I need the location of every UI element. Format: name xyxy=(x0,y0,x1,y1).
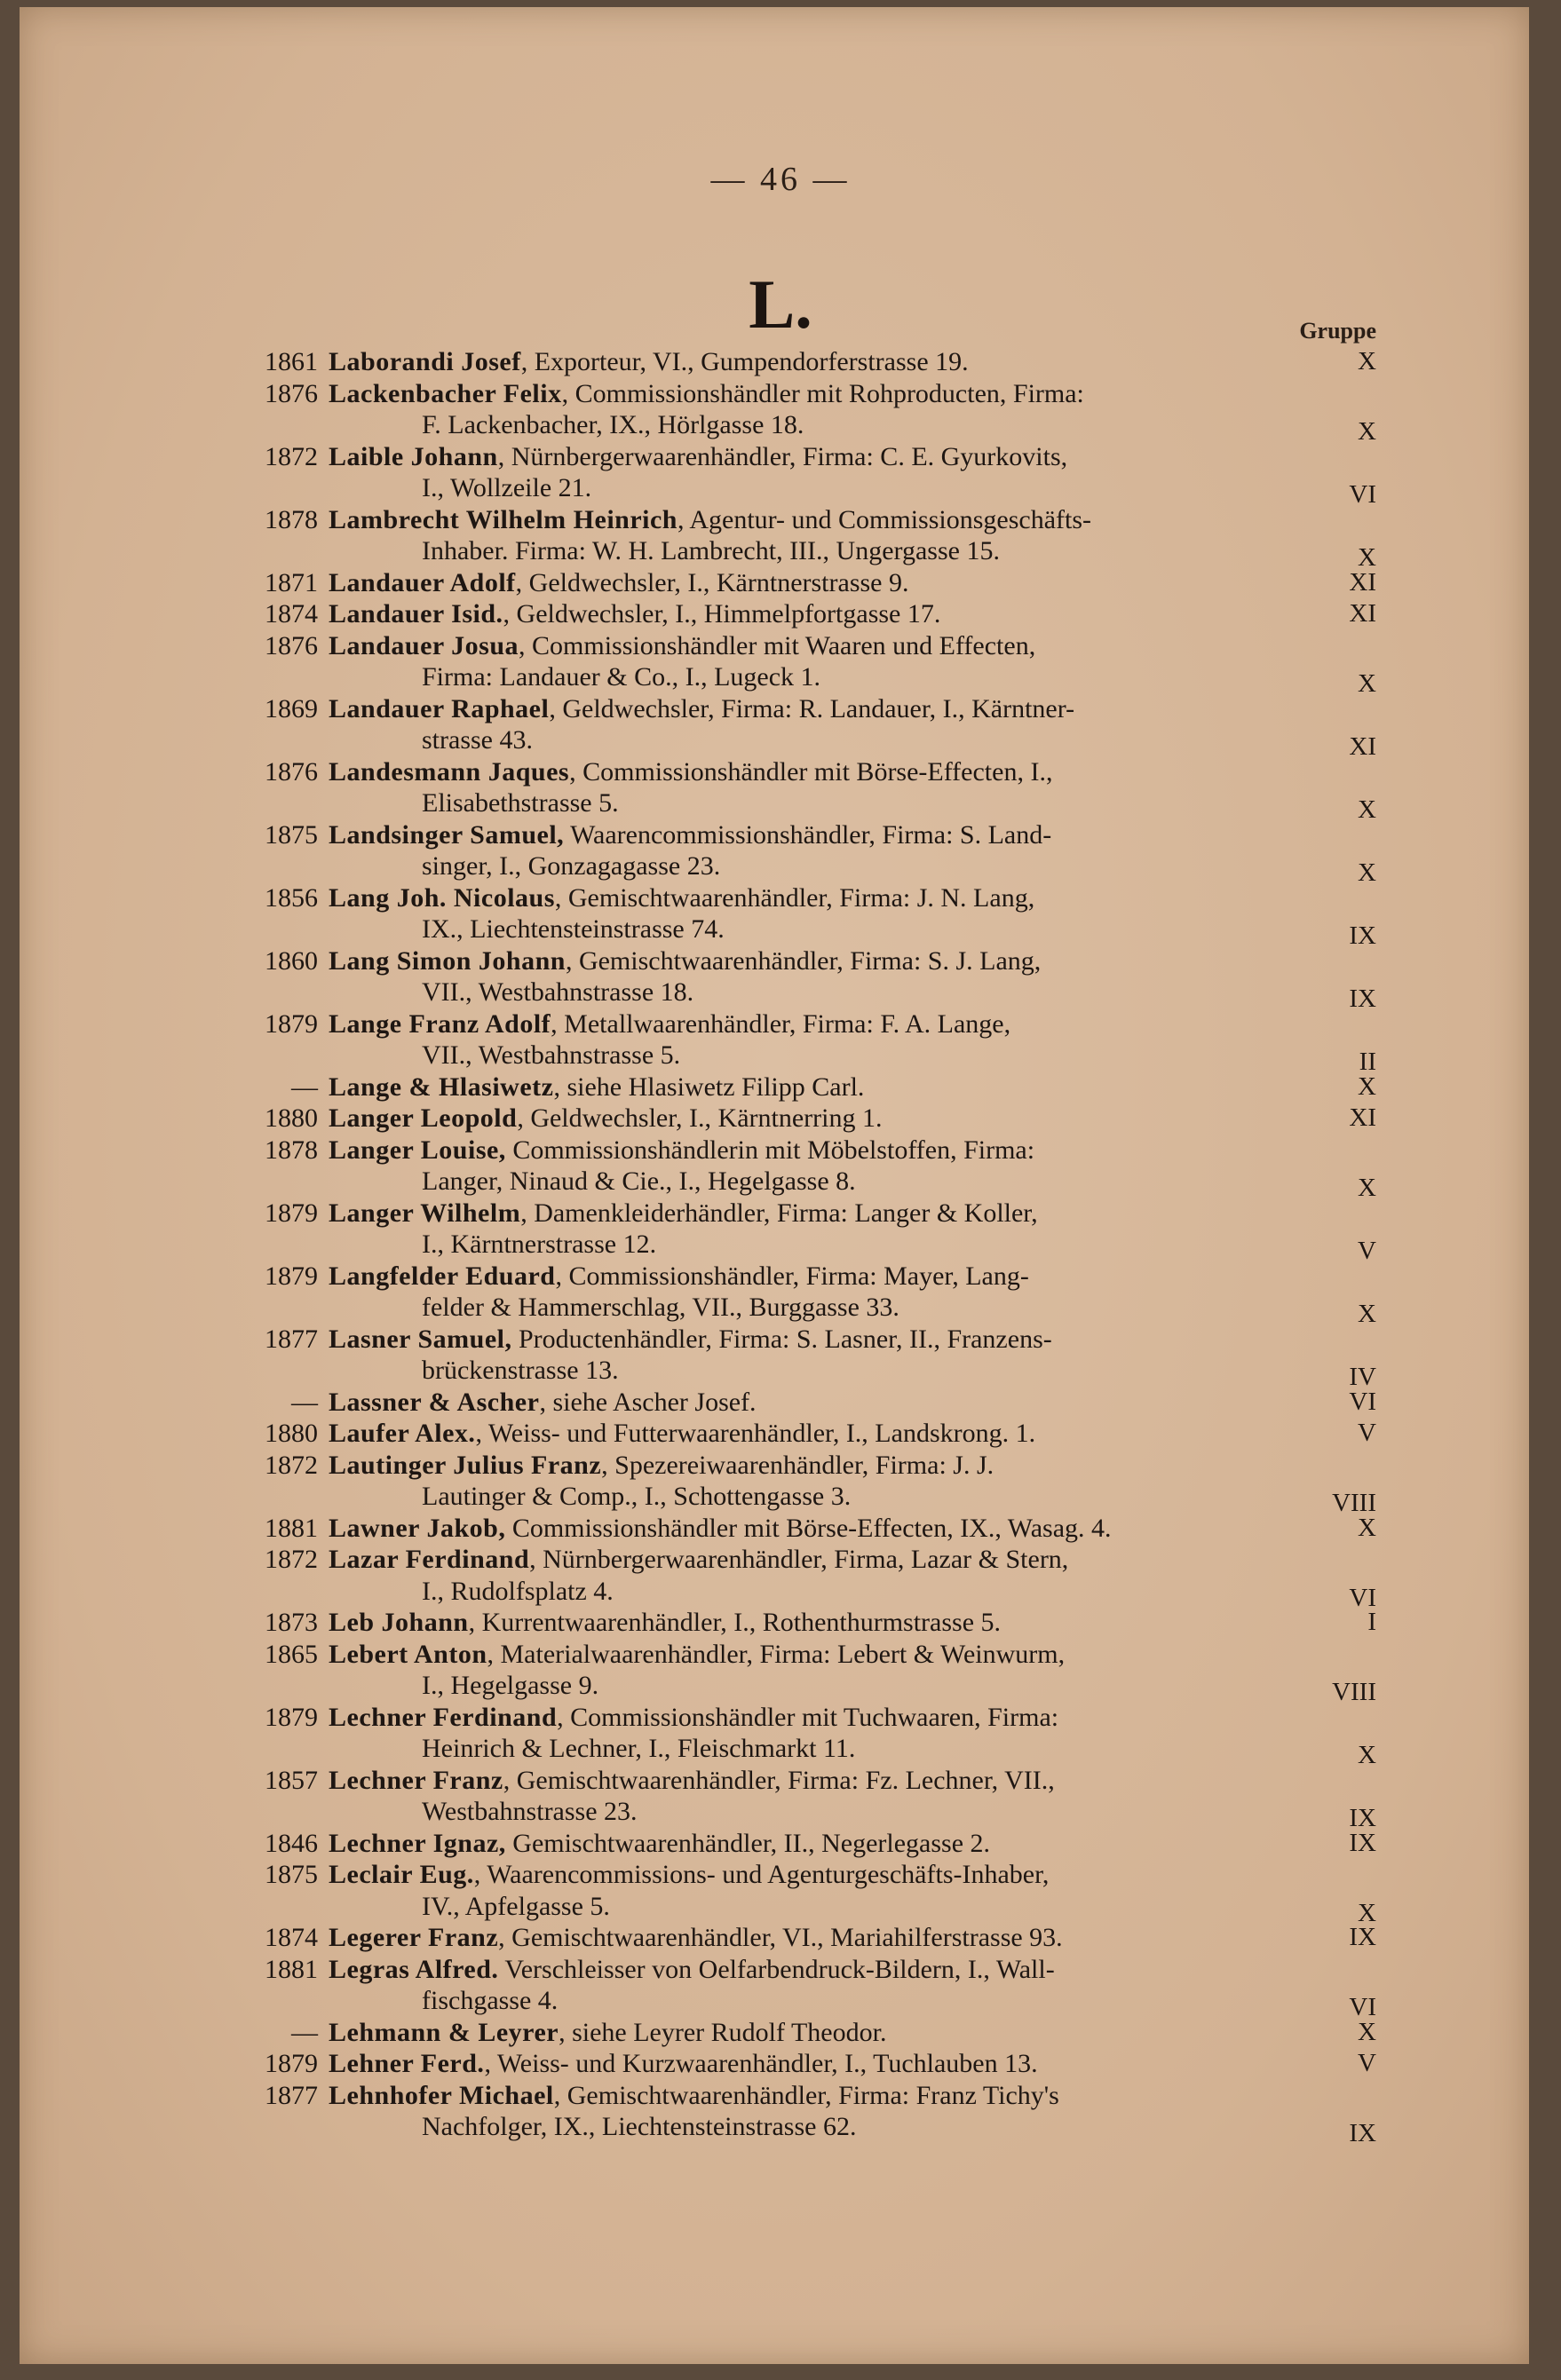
entry-description: Verschleisser von Oelfarbendruck-Bildern, I., Wall- xyxy=(498,1954,1055,1984)
entry-description: , siehe Ascher Josef. xyxy=(539,1387,757,1417)
entry-name: Lechner Franz xyxy=(329,1765,503,1795)
entry-group: VIII xyxy=(1332,1489,1376,1517)
entry-description: , Commissionshändler, Firma: Mayer, Lang- xyxy=(555,1261,1029,1291)
entry-group: VIII xyxy=(1332,1678,1376,1706)
entry-year: 1879 xyxy=(265,2049,318,2078)
entry-line xyxy=(0,787,1561,824)
entry-line xyxy=(0,1796,1561,1832)
entry-year: 1880 xyxy=(265,1103,318,1133)
entry-text xyxy=(329,2017,1305,2049)
directory-entry xyxy=(0,1859,1561,1927)
entry-group: VI xyxy=(1349,1993,1376,2021)
entry-description: , Damenkleiderhändler, Firma: Langer & Koller, xyxy=(520,1198,1038,1228)
entry-group: X xyxy=(1358,1174,1376,1202)
entry-line xyxy=(0,693,1561,725)
entry-line xyxy=(0,504,1561,536)
entry-description: , Materialwaarenhändler, Firma: Lebert & Weinwurm, xyxy=(487,1639,1066,1669)
directory-entry xyxy=(0,1954,1561,2021)
entry-year: 1846 xyxy=(265,1828,318,1858)
entry-name: Lang Joh. Nicolaus xyxy=(329,882,555,913)
entry-name: Lasner Samuel, xyxy=(329,1324,512,1354)
entry-line xyxy=(0,441,1561,473)
entry-line xyxy=(0,409,1561,446)
directory-entry xyxy=(0,1544,1561,1612)
entry-line xyxy=(0,1828,1561,1860)
entry-group: X xyxy=(1358,417,1376,446)
entry-year: — xyxy=(291,1387,318,1417)
entry-year: 1880 xyxy=(265,1419,318,1448)
entry-year: 1876 xyxy=(265,756,318,787)
entry-name: Langer Louise, xyxy=(329,1135,506,1165)
entry-year: 1869 xyxy=(265,693,318,723)
directory-entry xyxy=(0,1071,1561,1103)
entry-year: 1876 xyxy=(265,378,318,408)
entry-description: Commissionshändler mit Börse-Effecten, IX., Wasag. 4. xyxy=(505,1513,1112,1543)
entry-text xyxy=(329,1387,1305,1419)
entry-group: IX xyxy=(1349,984,1376,1013)
entry-line xyxy=(0,1355,1561,1391)
entry-description: , Gemischtwaarenhändler, Firma: Fz. Lechner, VII., xyxy=(503,1765,1055,1795)
entry-line xyxy=(0,1481,1561,1517)
directory-entry xyxy=(0,2048,1561,2080)
entry-description: , Nürnbergerwaarenhändler, Firma: C. E. Gyurkovits, xyxy=(497,441,1068,471)
entry-text xyxy=(329,1859,1305,1891)
entry-year: 1875 xyxy=(265,1860,318,1889)
entry-name: Lautinger Julius Franz xyxy=(329,1450,602,1480)
directory-entry xyxy=(0,693,1561,761)
entry-year: 1861 xyxy=(265,347,318,376)
entry-continuation: Nachfolger, IX., Liechtensteinstrasse 62. xyxy=(422,2112,857,2141)
entry-line xyxy=(0,1702,1561,1734)
entry-year: 1878 xyxy=(265,504,318,534)
entry-text xyxy=(329,693,1305,725)
page-number: — 46 — xyxy=(710,161,851,198)
entry-description: , Commissionshändler mit Tuchwaaren, Firma: xyxy=(557,1702,1059,1732)
entry-group: X xyxy=(1358,2017,1376,2046)
entry-year: 1879 xyxy=(265,1198,318,1228)
entry-group: I xyxy=(1367,1608,1376,1636)
entry-group: IX xyxy=(1349,1804,1376,1832)
entry-continuation: IV., Apfelgasse 5. xyxy=(422,1891,610,1921)
entry-text xyxy=(329,1135,1305,1166)
entry-continuation: brückenstrasse 13. xyxy=(422,1356,619,1385)
entry-text xyxy=(329,1639,1305,1671)
entry-name: Legras Alfred. xyxy=(329,1954,499,1984)
entry-continuation: Heinrich & Lechner, I., Fleischmarkt 11. xyxy=(422,1734,856,1763)
entry-year: 1872 xyxy=(265,441,318,471)
entry-group: X xyxy=(1358,1300,1376,1328)
entry-group: V xyxy=(1358,2049,1376,2077)
entry-group: XI xyxy=(1349,599,1376,628)
directory-entry xyxy=(0,819,1561,887)
entry-group: X xyxy=(1358,858,1376,887)
entry-group: X xyxy=(1358,347,1376,376)
entry-name: Langfelder Eduard xyxy=(329,1261,556,1291)
entry-text xyxy=(329,1702,1305,1734)
entry-name: Leclair Eug. xyxy=(329,1860,474,1889)
entry-text xyxy=(329,1261,1305,1293)
entry-line xyxy=(0,2048,1561,2080)
entry-text xyxy=(329,1071,1305,1103)
entry-line xyxy=(0,1639,1561,1671)
entry-line xyxy=(0,1261,1561,1293)
entry-text xyxy=(329,756,1305,788)
entry-line xyxy=(0,1922,1561,1954)
entry-description: , Agentur- und Commissionsgeschäfts- xyxy=(677,504,1092,534)
entry-year: 1872 xyxy=(265,1545,318,1574)
entry-name: Lebert Anton xyxy=(329,1639,487,1669)
entry-name: Lambrecht Wilhelm Heinrich xyxy=(329,504,677,534)
entry-name: Lehmann & Leyrer xyxy=(329,2017,559,2047)
entry-line xyxy=(0,1387,1561,1419)
entry-text xyxy=(329,1008,1305,1040)
entry-description: Productenhändler, Firma: S. Lasner, II., Franzens- xyxy=(511,1324,1052,1354)
entry-name: Lazar Ferdinand xyxy=(329,1545,530,1574)
entry-continuation: singer, I., Gonzagagasse 23. xyxy=(422,851,721,881)
entry-group: V xyxy=(1358,1419,1376,1447)
entry-text xyxy=(329,598,1305,630)
entry-name: Lehnhofer Michael xyxy=(329,2080,554,2110)
entry-description: , Geldwechsler, Firma: R. Landauer, I., Kärntner- xyxy=(549,693,1075,723)
entry-year: 1860 xyxy=(265,945,318,976)
entry-year: 1875 xyxy=(265,819,318,850)
entry-line xyxy=(0,1544,1561,1576)
entry-line xyxy=(0,2080,1561,2112)
entry-continuation: strasse 43. xyxy=(422,725,533,755)
entry-group: IX xyxy=(1349,2119,1376,2147)
entry-description: , siehe Hlasiwetz Filipp Carl. xyxy=(553,1071,865,1102)
entry-line xyxy=(0,378,1561,410)
entry-group: X xyxy=(1358,795,1376,824)
entry-text xyxy=(329,1198,1305,1230)
directory-entry xyxy=(0,1261,1561,1328)
entry-name: Lawner Jakob, xyxy=(329,1513,506,1543)
entry-year: 1877 xyxy=(265,2080,318,2110)
directory-entry xyxy=(0,882,1561,950)
entry-continuation: Elisabethstrasse 5. xyxy=(422,788,619,818)
entry-text xyxy=(329,1450,1305,1482)
entry-continuation: VII., Westbahnstrasse 18. xyxy=(422,977,694,1007)
entry-text xyxy=(329,1828,1305,1860)
entry-line xyxy=(0,472,1561,509)
entry-description: , Metallwaarenhändler, Firma: F. A. Lange, xyxy=(551,1008,1011,1039)
entry-name: Lange & Hlasiwetz xyxy=(329,1071,554,1102)
entry-year: 1876 xyxy=(265,630,318,660)
directory-entry xyxy=(0,2017,1561,2049)
entry-description: , Commissionshändler mit Rohproducten, Firma: xyxy=(561,378,1084,408)
entry-name: Lange Franz Adolf xyxy=(329,1008,551,1039)
entry-year: 1874 xyxy=(265,599,318,629)
entry-group: X xyxy=(1358,1741,1376,1769)
directory-entry xyxy=(0,2080,1561,2147)
entry-text xyxy=(329,2080,1305,2112)
entry-continuation: I., Wollzeile 21. xyxy=(422,473,592,502)
directory-entry xyxy=(0,346,1561,378)
entry-text xyxy=(329,1544,1305,1576)
directory-entries xyxy=(0,346,1561,2147)
entry-continuation: Lautinger & Comp., I., Schottengasse 3. xyxy=(422,1482,852,1511)
entry-year: 1873 xyxy=(265,1608,318,1637)
entry-description: Commissionshändlerin mit Möbelstoffen, Firma: xyxy=(505,1135,1035,1165)
entry-group: V xyxy=(1358,1237,1376,1265)
entry-line xyxy=(0,819,1561,851)
entry-line xyxy=(0,1071,1561,1103)
entry-line xyxy=(0,2111,1561,2147)
entry-continuation: I., Kärntnerstrasse 12. xyxy=(422,1230,657,1259)
entry-description: , Kurrentwaarenhändler, I., Rothenthurmstrasse 5. xyxy=(468,1608,1002,1637)
entry-group: VI xyxy=(1349,1583,1376,1612)
entry-text xyxy=(329,630,1305,662)
entry-line xyxy=(0,661,1561,698)
entry-group: X xyxy=(1358,543,1376,572)
directory-entry xyxy=(0,1135,1561,1202)
entry-description: , Waarencommissions- und Agenturgeschäfts-Inhaber, xyxy=(473,1860,1050,1889)
entry-group: IX xyxy=(1349,921,1376,950)
directory-entry xyxy=(0,1702,1561,1769)
entry-line xyxy=(0,535,1561,572)
entry-line xyxy=(0,1670,1561,1706)
entry-name: Landauer Adolf xyxy=(329,567,516,597)
entry-text xyxy=(329,1103,1305,1135)
entry-text xyxy=(329,441,1305,473)
entry-description: , Exporteur, VI., Gumpendorferstrasse 19. xyxy=(520,347,969,376)
entry-line xyxy=(0,1985,1561,2021)
entry-name: Laufer Alex. xyxy=(329,1419,476,1448)
entry-group: IX xyxy=(1349,1828,1376,1857)
directory-entry xyxy=(0,378,1561,446)
entry-line xyxy=(0,1229,1561,1265)
entry-text xyxy=(329,1765,1305,1797)
entry-text xyxy=(329,882,1305,914)
entry-name: Lehner Ferd. xyxy=(329,2049,485,2078)
entry-name: Landesmann Jaques xyxy=(329,756,570,787)
directory-entry xyxy=(0,1450,1561,1517)
entry-continuation: fischgasse 4. xyxy=(422,1986,559,2015)
entry-continuation: Langer, Ninaud & Cie., I., Hegelgasse 8. xyxy=(422,1166,856,1196)
entry-description: Waarencommissionshändler, Firma: S. Land- xyxy=(564,819,1052,850)
entry-name: Langer Leopold xyxy=(329,1103,518,1133)
directory-entry xyxy=(0,1198,1561,1265)
entry-group: X xyxy=(1358,1513,1376,1542)
entry-text xyxy=(329,2048,1305,2080)
entry-continuation: VII., Westbahnstrasse 5. xyxy=(422,1040,681,1070)
entry-line xyxy=(0,1198,1561,1230)
entry-line xyxy=(0,1513,1561,1545)
directory-entry xyxy=(0,567,1561,599)
directory-entry xyxy=(0,1103,1561,1135)
entry-line xyxy=(0,1954,1561,1986)
entry-description: , Weiss- und Futterwaarenhändler, I., Landskrong. 1. xyxy=(475,1419,1036,1448)
entry-text xyxy=(329,567,1305,599)
entry-group: X xyxy=(1358,669,1376,698)
entry-description: , Gemischtwaarenhändler, Firma: S. J. Lang, xyxy=(565,945,1042,976)
entry-text xyxy=(329,945,1305,977)
entry-group: IX xyxy=(1349,1923,1376,1951)
entry-name: Laible Johann xyxy=(329,441,498,471)
entry-continuation: Firma: Landauer & Co., I., Lugeck 1. xyxy=(422,662,821,692)
entry-group: IV xyxy=(1349,1363,1376,1391)
entry-description: , Gemischtwaarenhändler, Firma: Franz Tichy's xyxy=(553,2080,1059,2110)
entry-description: , Weiss- und Kurzwaarenhändler, I., Tuchlauben 13. xyxy=(484,2049,1038,2078)
entry-description: , siehe Leyrer Rudolf Theodor. xyxy=(559,2017,887,2047)
entry-name: Lang Simon Johann xyxy=(329,945,566,976)
section-letter: L. xyxy=(749,265,812,343)
entry-line xyxy=(0,1008,1561,1040)
entry-description: , Gemischtwaarenhändler, VI., Mariahilferstrasse 93. xyxy=(498,1923,1063,1952)
entry-line xyxy=(0,1765,1561,1797)
entry-continuation: F. Lackenbacher, IX., Hörlgasse 18. xyxy=(422,410,804,439)
entry-group: XI xyxy=(1349,732,1376,761)
entry-group: VI xyxy=(1349,1387,1376,1416)
entry-line xyxy=(0,756,1561,788)
entry-line xyxy=(0,1166,1561,1202)
entry-line xyxy=(0,1103,1561,1135)
entry-text xyxy=(329,378,1305,410)
entry-line xyxy=(0,1292,1561,1328)
entry-line xyxy=(0,630,1561,662)
entry-text xyxy=(329,1954,1305,1986)
entry-group: XI xyxy=(1349,1103,1376,1132)
entry-year: 1881 xyxy=(265,1513,318,1543)
entry-text xyxy=(329,819,1305,851)
entry-text xyxy=(329,504,1305,536)
entry-name: Leb Johann xyxy=(329,1608,469,1637)
entry-name: Landauer Isid. xyxy=(329,599,503,629)
entry-year: 1881 xyxy=(265,1954,318,1984)
directory-entry xyxy=(0,1765,1561,1832)
directory-entry xyxy=(0,1008,1561,1076)
entry-year: 1874 xyxy=(265,1923,318,1952)
directory-entry xyxy=(0,1828,1561,1860)
entry-name: Laborandi Josef xyxy=(329,347,521,376)
directory-entry xyxy=(0,1639,1561,1706)
directory-entry xyxy=(0,1513,1561,1545)
entry-continuation: I., Hegelgasse 9. xyxy=(422,1671,599,1700)
entry-description: , Commissionshändler mit Waaren und Effecten, xyxy=(519,630,1036,660)
entry-name: Landsinger Samuel, xyxy=(329,819,565,850)
entry-description: , Geldwechsler, I., Kärntnerstrasse 9. xyxy=(515,567,909,597)
entry-year: 1871 xyxy=(265,567,318,597)
entry-description: , Gemischtwaarenhändler, Firma: J. N. Lang, xyxy=(554,882,1035,913)
entry-description: , Nürnbergerwaarenhändler, Firma, Lazar & Stern, xyxy=(529,1545,1069,1574)
entry-year: 1872 xyxy=(265,1450,318,1480)
entry-description: Gemischtwaarenhändler, II., Negerlegasse 2. xyxy=(505,1828,991,1858)
entry-year: 1879 xyxy=(265,1702,318,1732)
entry-continuation: felder & Hammerschlag, VII., Burggasse 33. xyxy=(422,1293,899,1322)
entry-continuation: Westbahnstrasse 23. xyxy=(422,1797,638,1826)
directory-entry xyxy=(0,1387,1561,1419)
directory-entry xyxy=(0,756,1561,824)
entry-group: X xyxy=(1358,1898,1376,1927)
entry-line xyxy=(0,1607,1561,1639)
entry-line xyxy=(0,977,1561,1013)
entry-line xyxy=(0,1040,1561,1076)
entry-line xyxy=(0,882,1561,914)
entry-line xyxy=(0,1324,1561,1356)
entry-year: 1879 xyxy=(265,1008,318,1039)
entry-line xyxy=(0,945,1561,977)
directory-entry xyxy=(0,441,1561,509)
entry-name: Landauer Josua xyxy=(329,630,519,660)
directory-entry xyxy=(0,1418,1561,1450)
entry-line xyxy=(0,1891,1561,1927)
entry-name: Lechner Ignaz, xyxy=(329,1828,506,1858)
directory-entry xyxy=(0,1922,1561,1954)
group-column-header: Gruppe xyxy=(1299,318,1376,344)
entry-group: XI xyxy=(1349,567,1376,597)
entry-year: 1865 xyxy=(265,1639,318,1669)
entry-line xyxy=(0,850,1561,887)
entry-text xyxy=(329,1513,1305,1545)
entry-group: II xyxy=(1359,1048,1376,1076)
entry-description: , Commissionshändler mit Börse-Effecten, I., xyxy=(569,756,1053,787)
entry-text xyxy=(329,1607,1305,1639)
entry-line xyxy=(0,1576,1561,1612)
entry-group: VI xyxy=(1349,480,1376,509)
entry-line xyxy=(0,1450,1561,1482)
entry-line xyxy=(0,1859,1561,1891)
entry-year: 1857 xyxy=(265,1765,318,1795)
entry-year: 1878 xyxy=(265,1135,318,1165)
entry-group: X xyxy=(1358,1071,1376,1101)
entry-line xyxy=(0,1733,1561,1769)
directory-entry xyxy=(0,945,1561,1013)
directory-entry xyxy=(0,504,1561,572)
entry-text xyxy=(329,346,1305,378)
directory-entry xyxy=(0,630,1561,698)
entry-name: Lassner & Ascher xyxy=(329,1387,540,1417)
entry-name: Lechner Ferdinand xyxy=(329,1702,558,1732)
entry-year: 1856 xyxy=(265,882,318,913)
entry-text xyxy=(329,1418,1305,1450)
entry-name: Langer Wilhelm xyxy=(329,1198,521,1228)
entry-line xyxy=(0,724,1561,761)
entry-text xyxy=(329,1324,1305,1356)
entry-year: 1877 xyxy=(265,1324,318,1354)
entry-line xyxy=(0,913,1561,950)
entry-line xyxy=(0,346,1561,378)
entry-text xyxy=(329,1922,1305,1954)
entry-line xyxy=(0,567,1561,599)
entry-description: , Geldwechsler, I., Himmelpfortgasse 17. xyxy=(503,599,941,629)
entry-continuation: Inhaber. Firma: W. H. Lambrecht, III., Ungergasse 15. xyxy=(422,536,1000,565)
entry-line xyxy=(0,1418,1561,1450)
entry-year: — xyxy=(291,1071,318,1102)
entry-line xyxy=(0,1135,1561,1166)
entry-year: 1879 xyxy=(265,1261,318,1291)
entry-line xyxy=(0,598,1561,630)
entry-name: Lackenbacher Felix xyxy=(329,378,562,408)
directory-entry xyxy=(0,1324,1561,1391)
directory-entry xyxy=(0,598,1561,630)
entry-year: — xyxy=(291,2017,318,2047)
entry-name: Legerer Franz xyxy=(329,1923,499,1952)
directory-entry xyxy=(0,1607,1561,1639)
entry-line xyxy=(0,2017,1561,2049)
entry-continuation: IX., Liechtensteinstrasse 74. xyxy=(422,914,725,944)
entry-description: , Geldwechsler, I., Kärntnerring 1. xyxy=(517,1103,883,1133)
entry-description: , Spezereiwaarenhändler, Firma: J. J. xyxy=(601,1450,994,1480)
entry-continuation: I., Rudolfsplatz 4. xyxy=(422,1576,614,1606)
entry-name: Landauer Raphael xyxy=(329,693,550,723)
